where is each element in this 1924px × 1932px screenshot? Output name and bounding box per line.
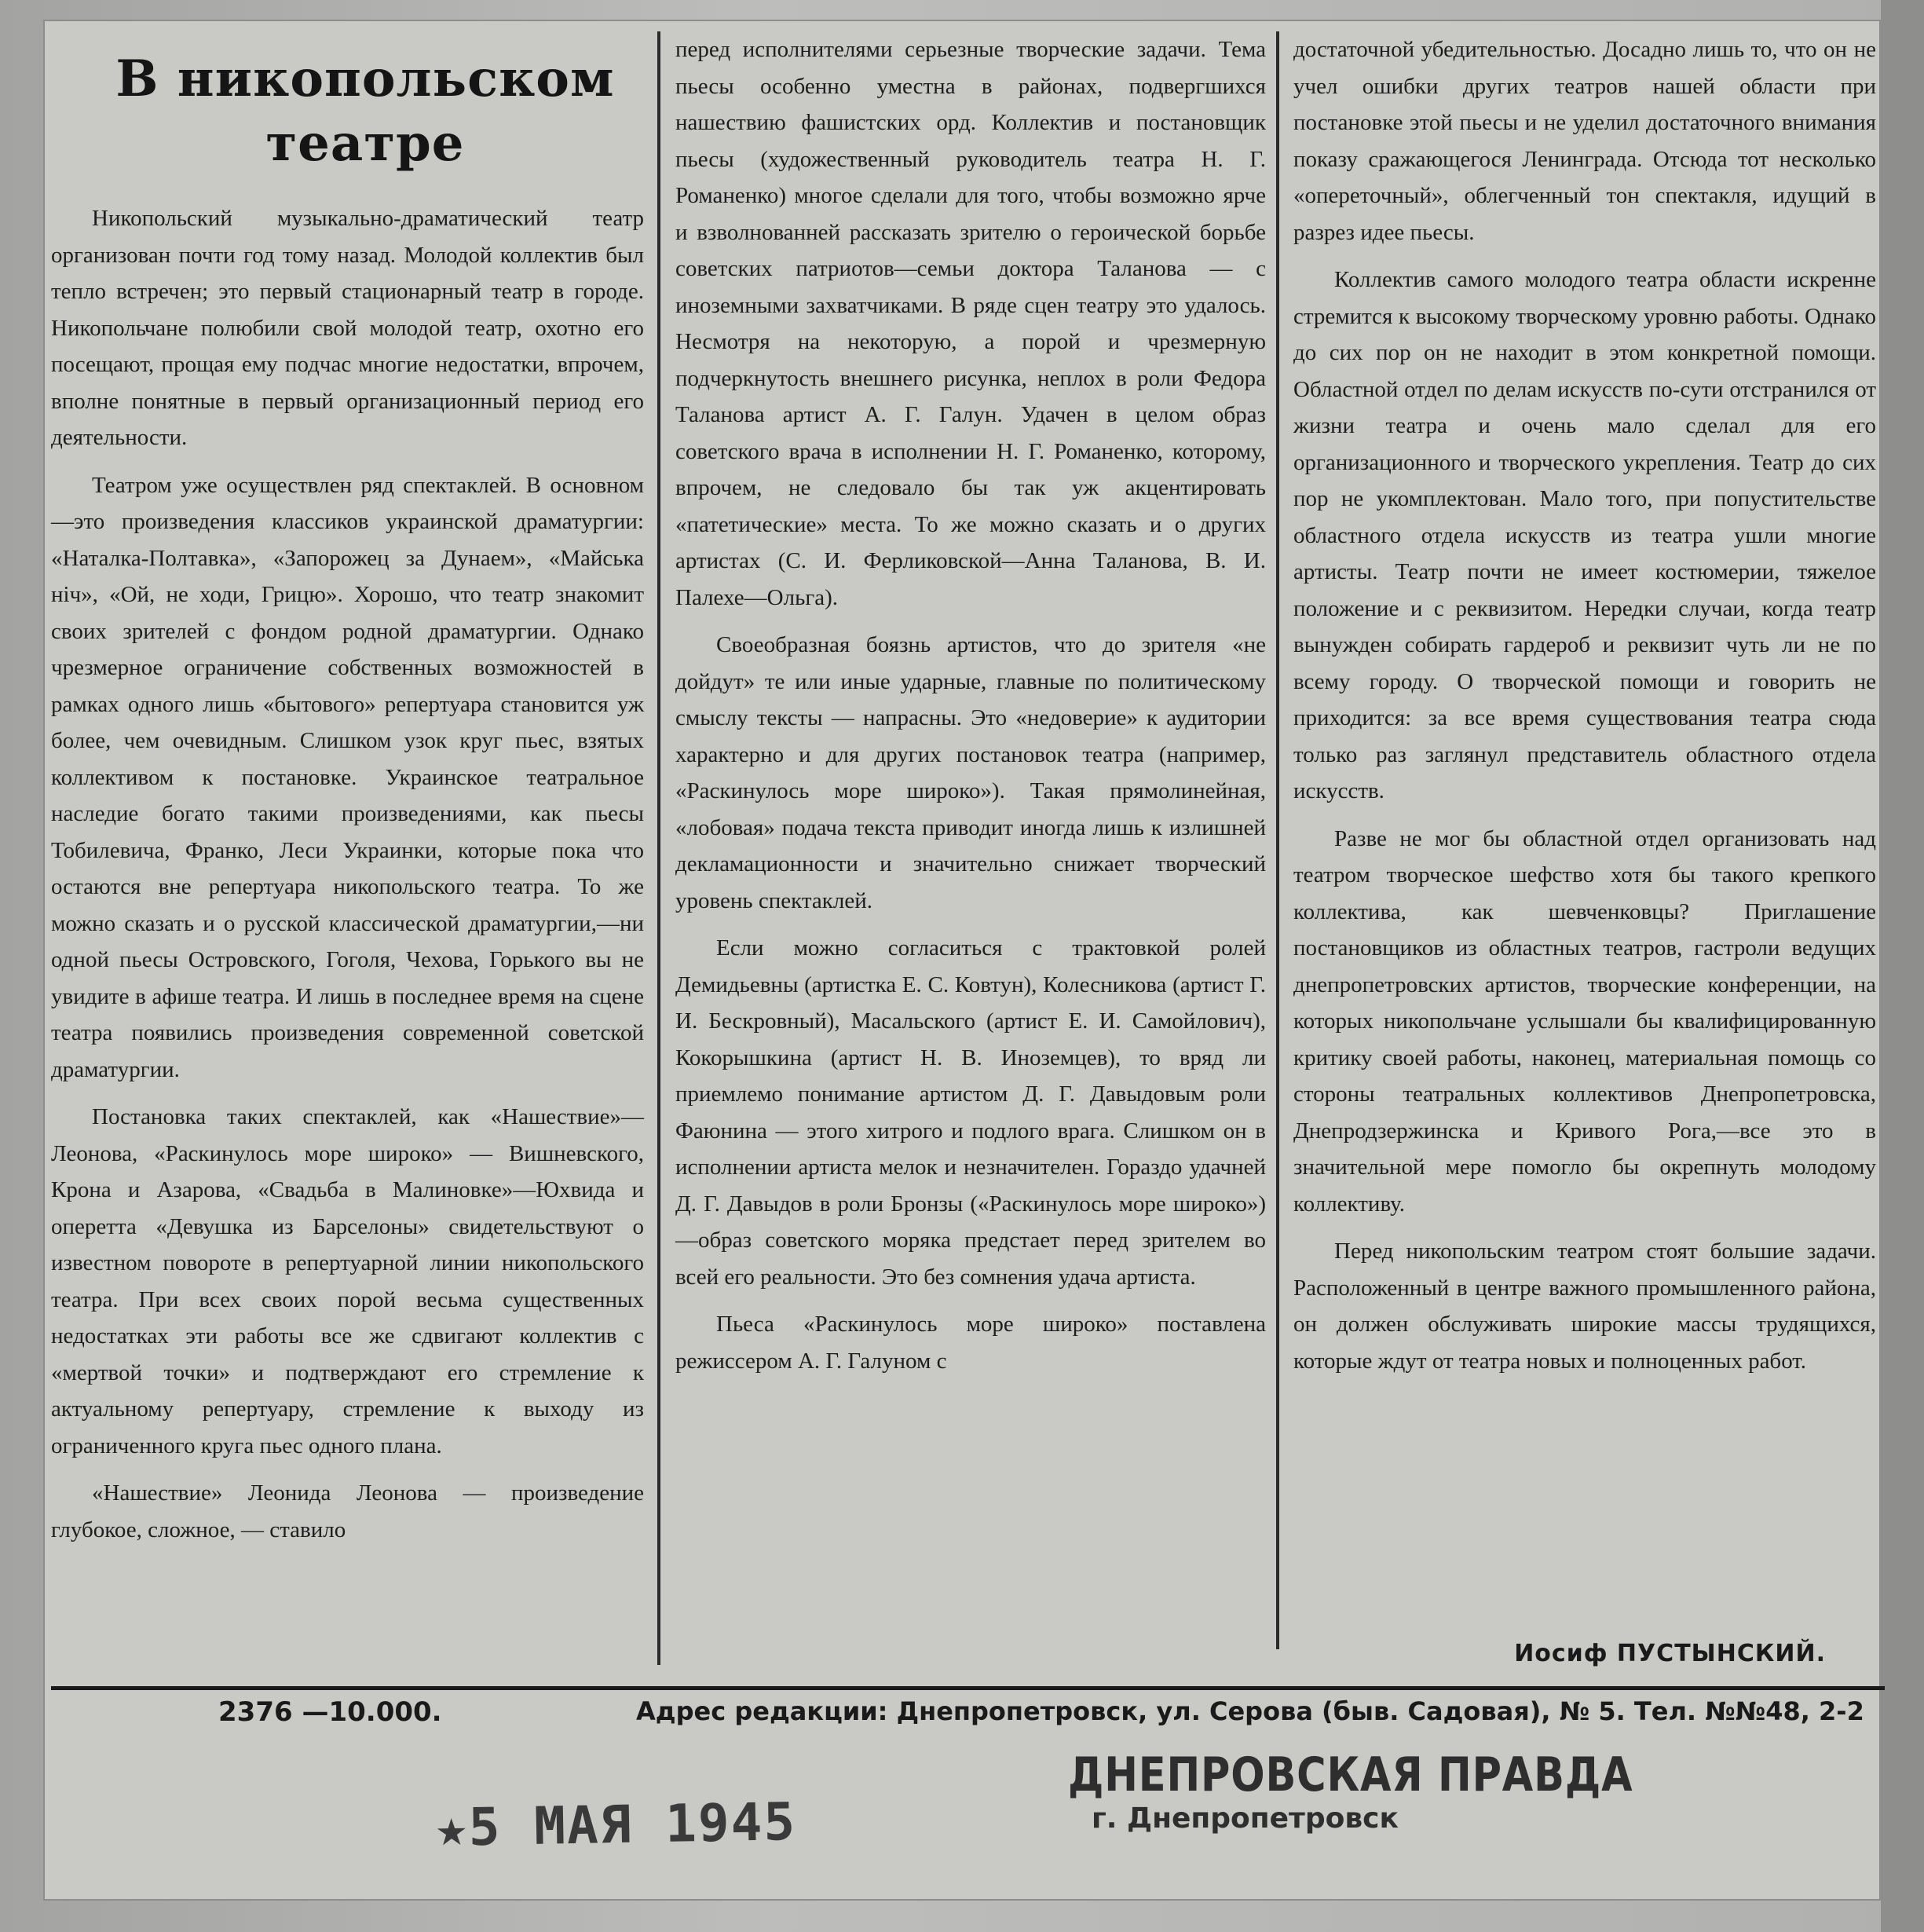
date-stamp: ★5 МАЯ 1945 [435,1791,797,1859]
article-column-1 [51,200,644,1559]
paragraph: Перед никопольским театром стоят большие задачи. Расположенный в центре важного промышленного района, он должен обслуживать широкие массы трудящихся, которые ждут от театра новых и полноценных работ. [1293,1239,1876,1374]
scan-right-edge [1881,0,1924,1932]
paragraph: перед исполнителями серьезные творческие задачи. Тема пьесы особенно уместна в районах, подвергшихся нашествию фашистских орд. Коллектив и постановщик пьесы (художественный руководитель театра Н. Г. Романенко) многое сделали для того, чтобы возможно ярче и взволнованней рассказать зрителю о героической борьбе советских патриотов—семьи доктора Таланова — с иноземными захватчиками. В ряде сцен театру это удалось. Несмотря на некоторую, а порой и чрезмерную подчеркнутость внешнего рисунка, неплох в роли Федора Таланова артист А. Г. Галун. Удачен в целом образ советского врача в исполнении Н. Г. Романенко, которому, впрочем, не следовало бы так уж акцентировать «патетические» места. То же можно сказать и о других артистах (С. И. Ферликовской—Анна Таланова, В. И. Палехе—Ольга). [675,37,1266,610]
paragraph: Театром уже осуществлен ряд спектаклей. В основном—это произведения классиков украинской драматургии: «Наталка-Полтавка», «Запорожец за Дунаем», «Майська ніч», «Ой, не ходи, Грицю». Хорошо, что театр знакомит своих зрителей с фондом родной драматургии. Однако чрезмерное ограничение собственных возможностей в рамках одного лишь «бытового» репертуара становится уж более, чем очевидным. Слишком узок круг пьес, взятых коллективом к постановке. Украинское театральное наследие богато такими произведениями, как пьесы Тобилевича, Франко, Леси Украинки, которые пока что остаются вне репертуара никопольского театра. То же можно сказать и о русской классической драматургии,—ни одной пьесы Островского, Гоголя, Чехова, Горького вы не увидите в афише театра. И лишь в последнее время на сцене театра появились произведения современной советской драматургии. [51,472,644,1082]
footer-rule [51,1686,1885,1690]
column-divider [1276,31,1279,1649]
article-headline: В никопольском театре [115,49,615,173]
column-divider [657,31,660,1665]
paragraph: Коллектив самого молодого театра области искренне стремится к высокому творческому уровню работы. Однако до сих пор он не находит в этом конкретной помощи. Областной отдел по делам искусств по-сути отстранился от жизни театра и очень мало сделал для его организационного и творческого укрепления. Театр до сих пор не укомплектован. Мало того, при попустительстве областного отдела искусств из театра ушли многие артисты. Театр почти не имеет костюмерии, тяжелое положение и с реквизитом. Нередки случаи, когда театр вынужден собирать гардероб и реквизит чуть ли не по всему городу. О творческой помощи и говорить не приходится: за все время существования театра сюда только раз заглянул представитель областного отдела искусств. [1293,267,1876,803]
paragraph: Разве не мог бы областной отдел организовать над театром творческое шефство хотя бы такого крепкого коллектива, как шевченковцы? Приглашение постановщиков из областных театров, гастроли ведущих днепропетровских артистов, творческие конференции, на которых никопольчане услышали бы квалифицированную критику своей работы, наконец, материальная помощь со стороны театральных коллективов Днепропетровска, Днепродзержинска и Кривого Рога,—все это в значительной мере помогло бы окрепнуть молодому коллективу. [1293,825,1876,1217]
print-run-number: 2376 —10.000. [218,1696,442,1728]
article [51,31,1876,1667]
paragraph: «Нашествие» Леонида Леонова — произведение глубокое, сложное, — ставило [51,1480,644,1542]
article-column-3 [1293,31,1876,1390]
article-column-2 [675,31,1266,1390]
paragraph: достаточной убедительностью. Досадно лишь то, что он не учел ошибки других театров нашей области при постановке этой пьесы и не уделил достаточного внимания показу сражающегося Ленинграда. Отсюда тот несколько «опереточный», облегченный тон спектакля, идущий в разрез идее пьесы. [1293,37,1876,245]
newspaper-stamp [1068,1747,1732,1835]
paragraph: Пьеса «Раскинулось море широко» поставлена режиссером А. Г. Галуном с [675,1312,1266,1374]
paragraph: Если можно согласиться с трактовкой ролей Демидьевны (артистка Е. С. Ковтун), Колесникова (артист Г. И. Бескровный), Масальского (артист Е. И. Самойлович), Кокорышкина (артист Н. В. Иноземцев), то вряд ли приемлемо понимание артистом Д. Г. Давыдовым роли Фаюнина — этого хитрого и подлого врага. Слишком он в исполнении артиста мелок и незначителен. Гораздо удачней Д. Г. Давыдов в роли Бронзы («Раскинулось море широко»)—образ советского моряка предстает перед зрителем во всей его реальности. Это без сомнения удача артиста. [675,935,1266,1290]
newspaper-name: ДНЕПРОВСКАЯ ПРАВДА [1068,1747,1633,1802]
editorial-address: Адрес редакции: Днепропетровск, ул. Серова (быв. Садовая), № 5. Тел. №№48, 2-2 [636,1696,1864,1726]
author-byline: Иосиф ПУСТЫНСКИЙ. [1514,1640,1826,1667]
newspaper-city: г. Днепропетровск [1092,1802,1399,1835]
paragraph: Постановка таких спектаклей, как «Нашествие»—Леонова, «Раскинулось море широко» — Вишневского, Крона и Азарова, «Свадьба в Малиновке»—Юхвида и оперетта «Девушка из Барселоны» свидетельствуют о известном повороте в репертуарной линии никопольского театра. При всех своих порой весьма существенных недостатках эти работы все же сдвигают коллектив с «мертвой точки» и подтверждают его стремление к актуальному репертуару, стремление к выходу из ограниченного круга пьес одного плана. [51,1104,644,1458]
paragraph: Своеобразная боязнь артистов, что до зрителя «не дойдут» те или иные ударные, главные по политическому смыслу тексты — напрасны. Это «недоверие» к аудитории характерно и для других постановок театра (например, «Раскинулось море широко»). Такая прямолинейная, «лобовая» подача текста приводит иногда лишь к излишней декламационности и значительно снижает творческий уровень спектаклей. [675,632,1266,913]
paragraph: Никопольский музыкально-драматический театр организован почти год тому назад. Молодой коллектив был тепло встречен; это первый стационарный театр в городе. Никопольчане полюбили свой молодой театр, охотно его посещают, прощая ему подчас многие недостатки, впрочем, вполне понятные в первый организационный период его деятельности. [51,206,644,450]
